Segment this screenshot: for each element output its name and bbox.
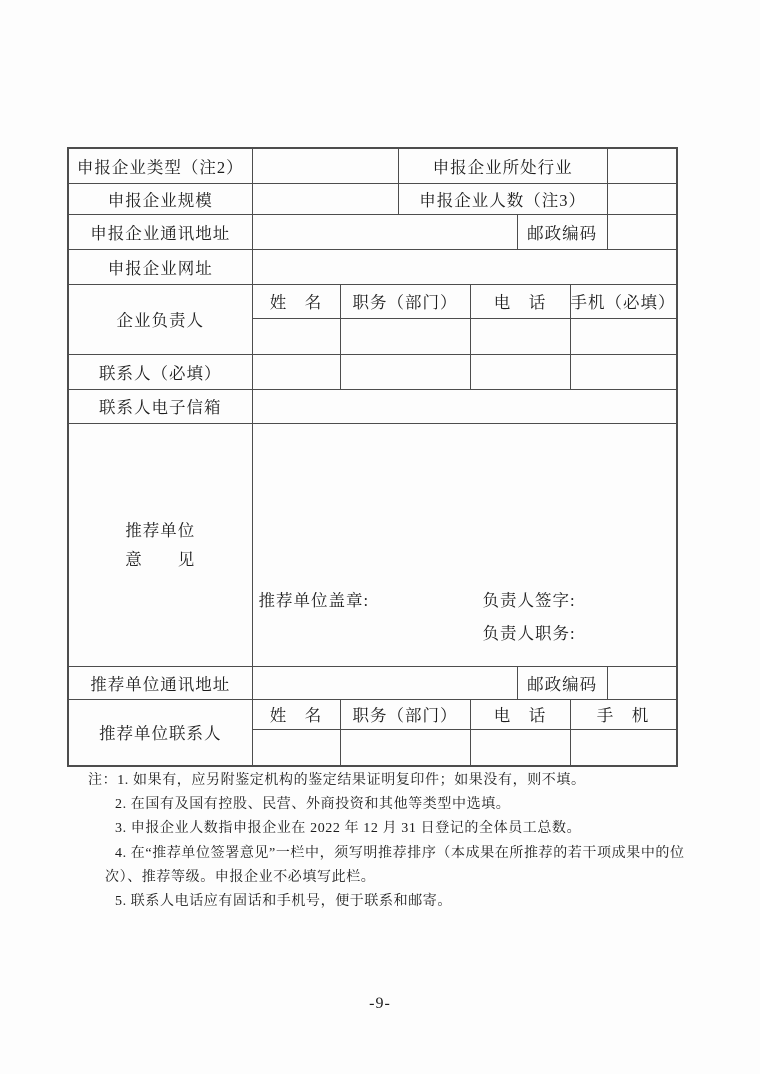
contact-person-label-cell: 联系人（必填）	[68, 354, 252, 389]
notes-section	[88, 769, 688, 914]
leader-phone-value-cell	[470, 318, 570, 354]
company-postal-label-cell: 邮政编码	[517, 214, 607, 249]
company-website-label-cell: 申报企业网址	[68, 249, 252, 284]
note-line-3: 3. 申报企业人数指申报企业在 2022 年 12 月 31 日登记的全体员工总数。	[115, 821, 582, 837]
note-line-4: 4. 在“推荐单位签署意见”一栏中，须写明推荐排序（本成果在所推荐的若干项成果中的位	[115, 845, 685, 861]
company-leader-label-cell: 企业负责人	[68, 284, 252, 354]
company-address-value-cell	[252, 214, 517, 249]
recommend-opinion-label-cell	[68, 423, 252, 666]
recommend-phone-value-cell	[470, 729, 570, 766]
industry-label-cell: 申报企业所处行业	[398, 148, 607, 183]
contact-email-value-cell	[252, 389, 677, 423]
table-row	[68, 284, 677, 318]
recommend-address-label-cell: 推荐单位通讯地址	[68, 666, 252, 699]
recommend-title-value-cell	[340, 729, 470, 766]
table-row	[68, 183, 677, 214]
leader-title-header-cell: 职务（部门）	[340, 284, 470, 318]
company-type-label-cell: 申报企业类型（注2）	[68, 148, 252, 183]
company-scale-value-cell	[252, 183, 398, 214]
recommend-mobile-value-cell	[570, 729, 677, 766]
company-scale-label-cell: 申报企业规模	[68, 183, 252, 214]
page-number: -9-	[369, 995, 391, 1012]
note-line-4-continued: 次）、推荐等级。申报企业不必填写此栏。	[105, 869, 376, 885]
company-website-value-cell	[252, 249, 677, 284]
recommend-title-header-cell: 职务（部门）	[340, 699, 470, 729]
note-line-1: 注：1. 如果有，应另附鉴定机构的鉴定结果证明复印件；如果没有，则不填。	[88, 773, 586, 788]
leader-name-value-cell	[252, 318, 340, 354]
leader-mobile-header-cell: 手机（必填）	[570, 284, 677, 318]
recommend-postal-value-cell	[607, 666, 676, 699]
contact-title-value-cell	[340, 354, 470, 389]
application-form-table	[67, 147, 678, 767]
table-row	[68, 214, 677, 249]
recommend-opinion-label-line2: 意 见	[125, 549, 196, 569]
leader-signature-label: 负责人签字:	[482, 590, 576, 610]
employee-count-label-cell: 申报企业人数（注3）	[398, 183, 607, 214]
employee-count-value-cell	[607, 183, 676, 214]
recommend-name-value-cell	[252, 729, 340, 766]
recommend-contact-label-cell: 推荐单位联系人	[68, 699, 252, 766]
table-row	[68, 249, 677, 284]
leader-phone-header-cell: 电 话	[470, 284, 570, 318]
company-address-label-cell: 申报企业通讯地址	[68, 214, 252, 249]
leader-title-value-cell	[340, 318, 470, 354]
recommend-postal-label-cell: 邮政编码	[517, 666, 607, 699]
company-type-value-cell	[252, 148, 398, 183]
contact-phone-value-cell	[470, 354, 570, 389]
note-line-2: 2. 在国有及国有控股、民营、外商投资和其他等类型中选填。	[115, 797, 511, 813]
leader-mobile-value-cell	[570, 318, 677, 354]
note-line-5: 5. 联系人电话应有固话和手机号，便于联系和邮寄。	[115, 894, 452, 910]
table-row	[68, 389, 677, 423]
leader-jobtitle-label: 负责人职务:	[482, 623, 576, 643]
table-row	[68, 354, 677, 389]
table-row	[68, 148, 677, 183]
recommend-opinion-label-line1: 推荐单位	[125, 520, 196, 540]
industry-value-cell	[607, 148, 676, 183]
recommend-address-value-cell	[252, 666, 517, 699]
table-row	[68, 699, 677, 729]
contact-email-label-cell: 联系人电子信箱	[68, 389, 252, 423]
recommend-seal-label: 推荐单位盖章:	[258, 590, 370, 610]
contact-name-value-cell	[252, 354, 340, 389]
table-row	[68, 666, 677, 699]
recommend-name-header-cell: 姓 名	[252, 699, 340, 729]
leader-name-header-cell: 姓 名	[252, 284, 340, 318]
recommend-phone-header-cell: 电 话	[470, 699, 570, 729]
company-postal-value-cell	[607, 214, 676, 249]
recommend-opinion-content-cell	[252, 423, 677, 666]
table-row	[68, 423, 677, 666]
contact-mobile-value-cell	[570, 354, 677, 389]
recommend-mobile-header-cell: 手 机	[570, 699, 677, 729]
